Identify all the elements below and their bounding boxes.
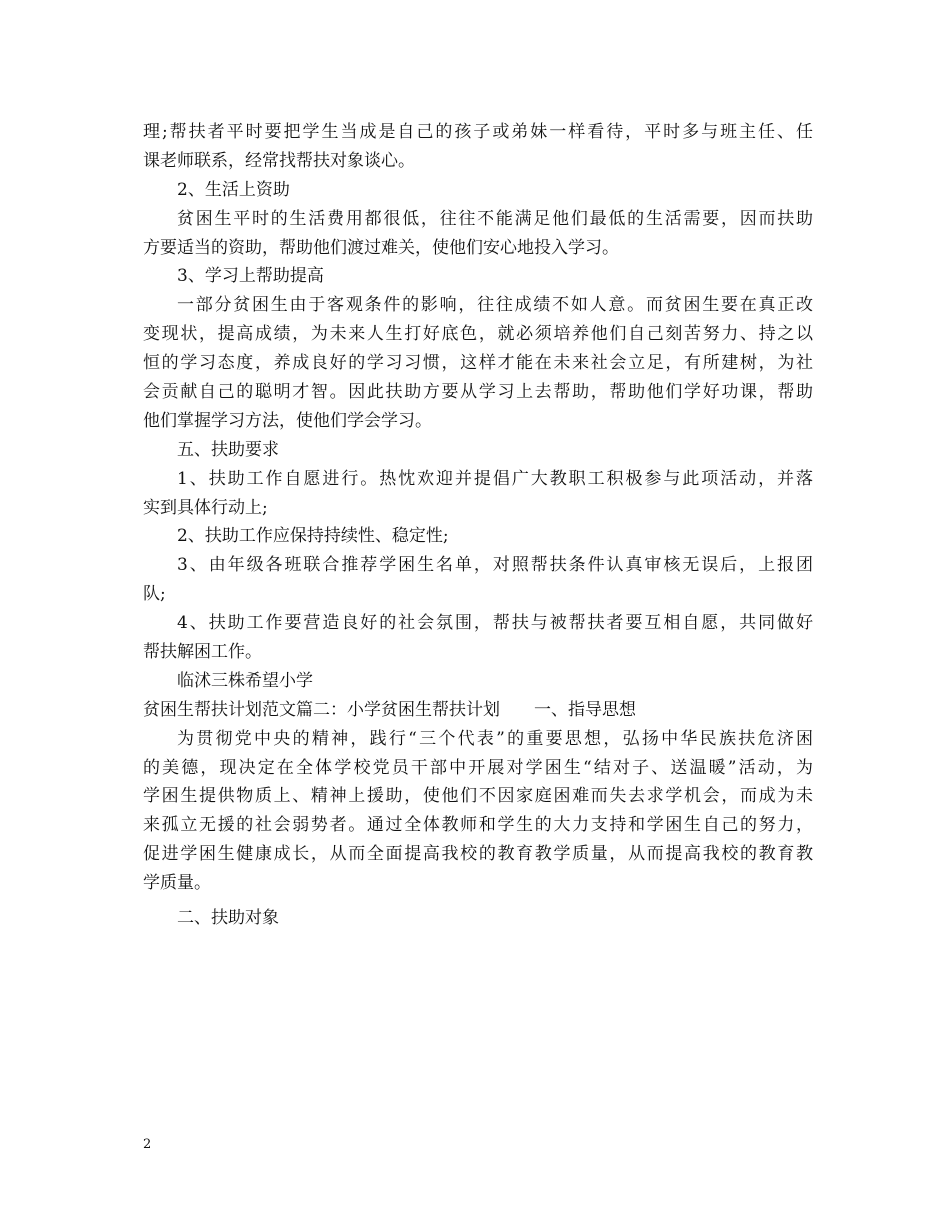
text-line: 贫困生平时的生活费用都很低，往往不能满足他们最低的生活需要，因而扶助 — [177, 208, 813, 229]
text-line: 3、学习上帮助提高 — [177, 266, 324, 287]
text-line: 实到具体行动上; — [143, 497, 268, 518]
text-line: 贫困生帮扶计划范文篇二：小学贫困生帮扶计划 一、指导思想 — [143, 699, 636, 720]
page-number: 2 — [143, 1137, 152, 1152]
text-line: 二、扶助对象 — [177, 908, 279, 929]
text-line: 帮扶解困工作。 — [143, 642, 262, 663]
text-line: 学质量。 — [143, 873, 211, 894]
text-line: 促进学困生健康成长，从而全面提高我校的教育教学质量，从而提高我校的教育教 — [143, 844, 813, 865]
text-line: 来孤立无援的社会弱势者。通过全体教师和学生的大力支持和学困生自己的努力， — [143, 815, 813, 836]
text-line: 恒的学习态度，养成良好的学习习惯，这样才能在未来社会立足，有所建树，为社 — [143, 353, 813, 374]
text-line: 1、扶助工作自愿进行。热忱欢迎并提倡广大教职工积极参与此项活动，并落 — [177, 468, 813, 489]
text-line: 临沭三株希望小学 — [177, 670, 313, 691]
text-line: 队; — [143, 584, 166, 605]
text-line: 一部分贫困生由于客观条件的影响，往往成绩不如人意。而贫困生要在真正改 — [177, 295, 813, 316]
text-line: 他们掌握学习方法，使他们学会学习。 — [143, 410, 432, 431]
text-line: 会贡献自己的聪明才智。因此扶助方要从学习上去帮助，帮助他们学好功课，帮助 — [143, 382, 813, 403]
document-body — [143, 118, 813, 933]
text-line: 为贯彻党中央的精神，践行“三个代表”的重要思想，弘扬中华民族扶危济困 — [177, 728, 813, 749]
text-line: 学困生提供物质上、精神上援助，使他们不因家庭困难而失去求学机会，而成为未 — [143, 786, 813, 807]
text-line: 理;帮扶者平时要把学生当成是自己的孩子或弟妹一样看待，平时多与班主任、任 — [143, 122, 813, 142]
text-line: 的美德，现决定在全体学校党员干部中开展对学困生“结对子、送温暖”活动，为 — [143, 757, 813, 778]
text-line: 五、扶助要求 — [177, 439, 279, 460]
text-line: 方要适当的资助，帮助他们渡过难关，使他们安心地投入学习。 — [143, 237, 619, 258]
text-line: 变现状，提高成绩，为未来人生打好底色，就必须培养他们自己刻苦努力、持之以 — [143, 324, 813, 345]
text-line: 3、由年级各班联合推荐学困生名单，对照帮扶条件认真审核无误后，上报团 — [177, 555, 813, 576]
text-line: 2、生活上资助 — [177, 179, 290, 200]
text-line: 4、扶助工作要营造良好的社会氛围，帮扶与被帮扶者要互相自愿，共同做好 — [177, 613, 813, 634]
text-line: 2、扶助工作应保持持续性、稳定性; — [177, 526, 449, 547]
text-line: 课老师联系，经常找帮扶对象谈心。 — [143, 150, 415, 171]
